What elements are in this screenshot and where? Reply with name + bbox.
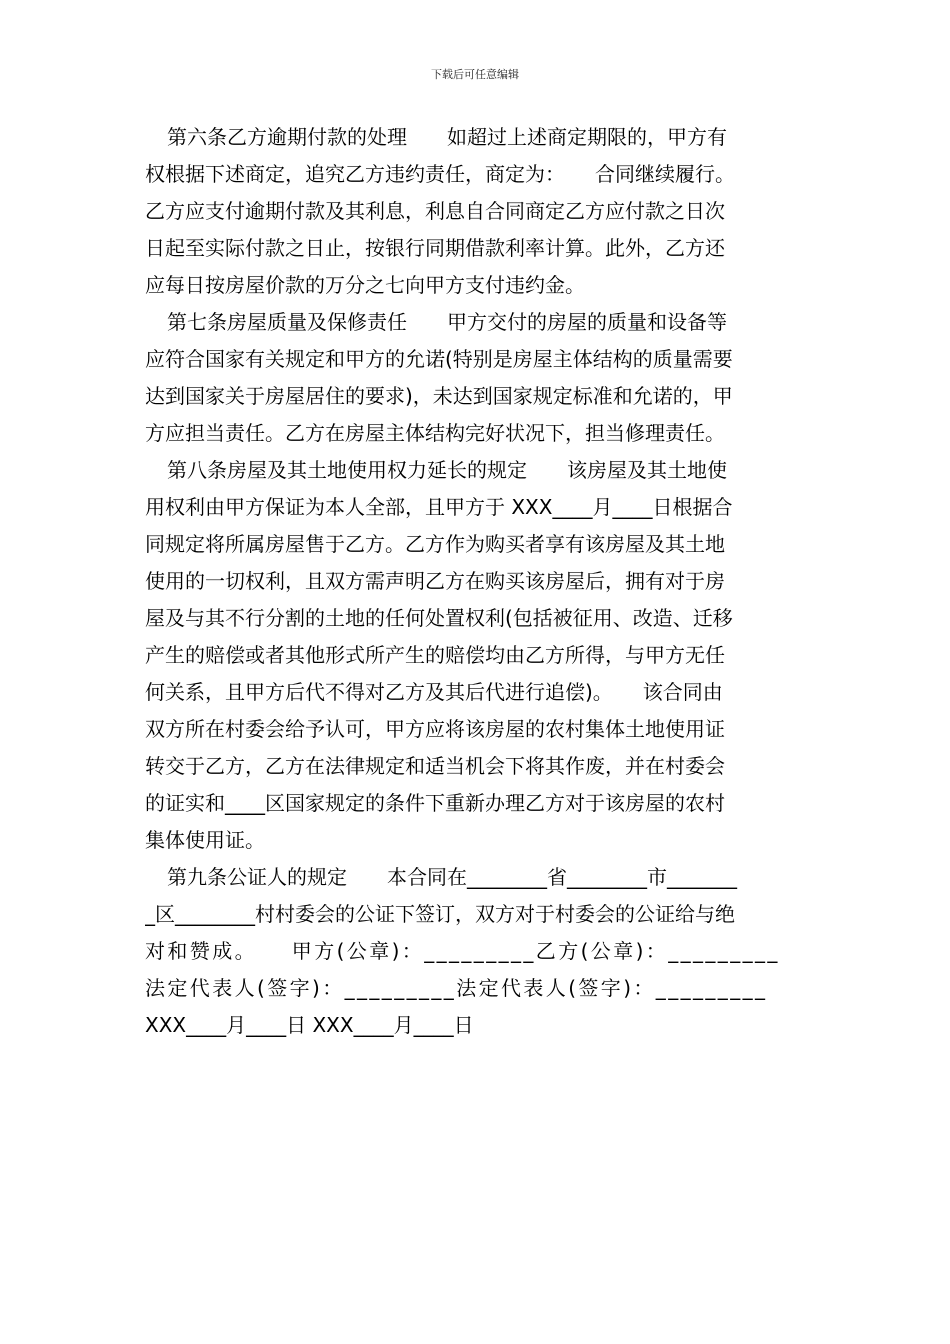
article-8-line-4: 使用的一切权利，且双方需声明乙方在购买该房屋后，拥有对于房	[145, 569, 725, 593]
article-8-line-8: 双方所在村委会给予认可，甲方应将该房屋的农村集体土地使用证	[145, 717, 725, 741]
article-8-line-5: 屋及与其不行分割的土地的任何处置权利(包括被征用、改造、迁移	[145, 606, 733, 630]
article-9-line-2: _区________村村委会的公证下签订，双方对于村委会的公证给与绝	[145, 902, 735, 926]
article-6-line-5: 应每日按房屋价款的万分之七向甲方支付违约金。	[145, 273, 585, 297]
signature-line-party-seals: 对和赞成。 甲方(公章)：_________乙方(公章)：_________	[145, 939, 780, 963]
article-7-line-2: 应符合国家有关规定和甲方的允诺(特别是房屋主体结构的质量需要	[145, 347, 733, 371]
document-body	[145, 119, 810, 1044]
signature-line-dates: XXX____月____日 XXX____月____日	[145, 1013, 474, 1037]
article-8-line-1: 第八条房屋及其土地使用权力延长的规定 该房屋及其土地使	[167, 458, 727, 482]
article-7-line-4: 方应担当责任。乙方在房屋主体结构完好状况下，担当修理责任。	[145, 421, 725, 445]
article-7-line-3: 达到国家关于房屋居住的要求)，未达到国家规定标准和允诺的，甲	[145, 384, 733, 408]
signature-line-representatives: 法定代表人(签字)：_________法定代表人(签字)：_________	[145, 976, 768, 1000]
article-6-line-4: 日起至实际付款之日止，按银行同期借款利率计算。此外，乙方还	[145, 236, 725, 260]
article-6-line-1: 第六条乙方逾期付款的处理 如超过上述商定期限的，甲方有	[167, 125, 727, 149]
article-6-line-2: 权根据下述商定，追究乙方违约责任，商定为： 合同继续履行。	[145, 162, 735, 186]
article-6-line-3: 乙方应支付逾期付款及其利息，利息自合同商定乙方应付款之日次	[145, 199, 725, 223]
article-8-line-10: 的证实和____区国家规定的条件下重新办理乙方对于该房屋的农村	[145, 791, 725, 815]
article-7-line-1: 第七条房屋质量及保修责任 甲方交付的房屋的质量和设备等	[167, 310, 727, 334]
page-header: 下载后可任意编辑	[431, 68, 519, 81]
article-8-line-3: 同规定将所属房屋售于乙方。乙方作为购买者享有该房屋及其土地	[145, 532, 725, 556]
article-8-line-2: 用权利由甲方保证为本人全部，且甲方于 XXX____月____日根据合	[145, 495, 733, 519]
article-8-line-11: 集体使用证。	[145, 828, 265, 852]
article-9-line-1: 第九条公证人的规定 本合同在________省________市_______	[167, 865, 737, 889]
article-8-line-6: 产生的赔偿或者其他形式所产生的赔偿均由乙方所得，与甲方无任	[145, 643, 725, 667]
article-8-line-7: 何关系，且甲方后代不得对乙方及其后代进行追偿)。 该合同由	[145, 680, 723, 704]
article-8-line-9: 转交于乙方，乙方在法律规定和适当机会下将其作废，并在村委会	[145, 754, 725, 778]
